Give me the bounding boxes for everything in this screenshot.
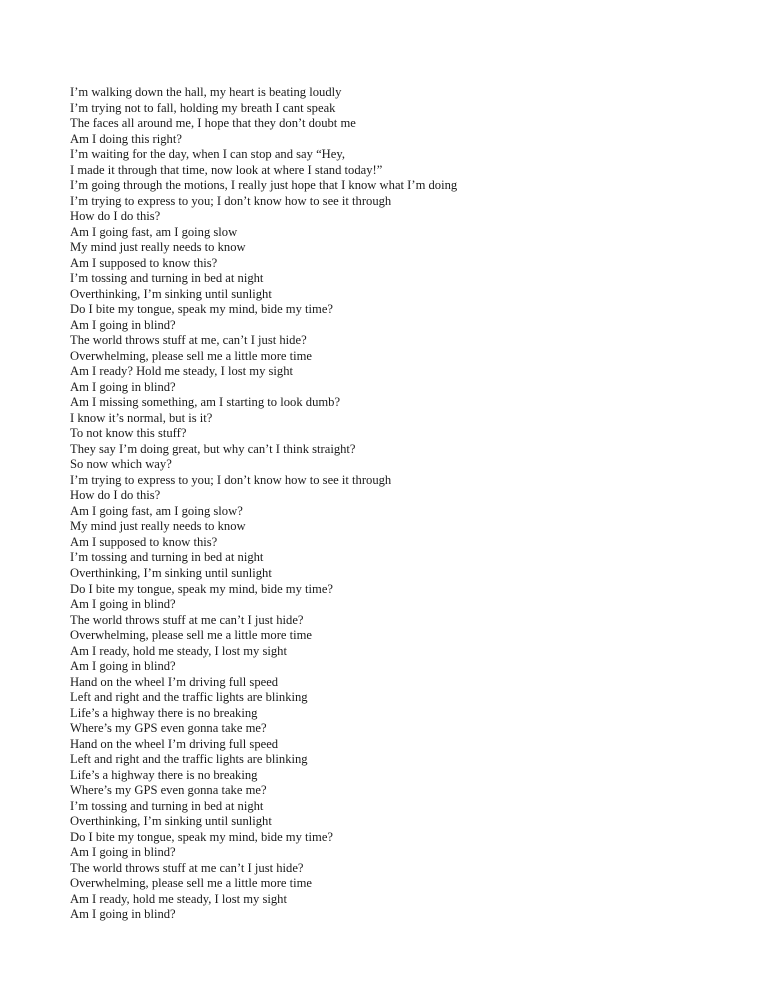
lyric-line: Where’s my GPS even gonna take me? — [70, 783, 267, 798]
lyric-line: Am I ready? Hold me steady, I lost my sight — [70, 364, 294, 379]
lyric-line: Am I going in blind? — [70, 379, 176, 394]
lyric-line: Do I bite my tongue, speak my mind, bide my time? — [70, 829, 334, 844]
lyric-line: Am I supposed to know this? — [70, 255, 218, 270]
lyric-line: Left and right and the traffic lights are blinking — [70, 752, 308, 767]
lyric-line: Am I ready, hold me steady, I lost my sight — [70, 643, 287, 658]
lyric-line: Am I going in blind? — [70, 597, 176, 612]
lyric-line: The world throws stuff at me can’t I just hide? — [70, 860, 304, 875]
lyric-line: The world throws stuff at me, can’t I just hide? — [70, 333, 307, 348]
lyric-line: Am I supposed to know this? — [70, 534, 218, 549]
lyric-line: How do I do this? — [70, 488, 161, 503]
lyric-line: Life’s a highway there is no breaking — [70, 705, 258, 720]
lyric-line: To not know this stuff? — [70, 426, 187, 441]
lyric-line: I’m tossing and turning in bed at night — [70, 550, 264, 565]
lyric-line: Hand on the wheel I’m driving full speed — [70, 736, 279, 751]
lyric-line: Hand on the wheel I’m driving full speed — [70, 674, 279, 689]
lyric-line: Am I doing this right? — [70, 131, 182, 146]
lyric-line: Do I bite my tongue, speak my mind, bide my time? — [70, 581, 334, 596]
lyric-line: Am I going in blind? — [70, 317, 176, 332]
lyric-line: Overwhelming, please sell me a little more time — [70, 876, 313, 891]
lyric-line: Life’s a highway there is no breaking — [70, 767, 258, 782]
lyric-line: Do I bite my tongue, speak my mind, bide my time? — [70, 302, 334, 317]
lyric-line: I’m trying to express to you; I don’t know how to see it through — [70, 472, 392, 487]
lyric-line: The faces all around me, I hope that they don’t doubt me — [70, 116, 356, 131]
lyric-line: So now which way? — [70, 457, 172, 472]
lyric-line: They say I’m doing great, but why can’t I think straight? — [70, 441, 356, 456]
lyric-line: Am I ready, hold me steady, I lost my sight — [70, 891, 287, 906]
lyric-line: Overthinking, I’m sinking until sunlight — [70, 286, 272, 301]
lyric-line: Overwhelming, please sell me a little more time — [70, 628, 313, 643]
lyric-line: Overthinking, I’m sinking until sunlight — [70, 814, 272, 829]
lyric-line: Am I going in blind? — [70, 907, 176, 922]
lyric-line: I’m going through the motions, I really just hope that I know what I’m doing — [70, 178, 458, 193]
lyric-line: The world throws stuff at me can’t I just hide? — [70, 612, 304, 627]
lyric-line: I made it through that time, now look at where I stand today!” — [70, 162, 383, 177]
lyric-line: My mind just really needs to know — [70, 240, 246, 255]
lyric-line: How do I do this? — [70, 209, 161, 224]
lyric-line: I’m tossing and turning in bed at night — [70, 798, 264, 813]
lyric-line: Overwhelming, please sell me a little more time — [70, 348, 313, 363]
lyric-line: I’m tossing and turning in bed at night — [70, 271, 264, 286]
lyric-line: Left and right and the traffic lights are blinking — [70, 690, 308, 705]
lyric-line: I’m waiting for the day, when I can stop and say “Hey, — [70, 147, 345, 162]
lyric-line: Am I missing something, am I starting to look dumb? — [70, 395, 341, 410]
lyric-line: Overthinking, I’m sinking until sunlight — [70, 565, 272, 580]
lyric-line: I’m walking down the hall, my heart is beating loudly — [70, 85, 342, 99]
lyric-line: Where’s my GPS even gonna take me? — [70, 721, 267, 736]
lyric-line: Am I going fast, am I going slow? — [70, 503, 243, 518]
lyric-line: I’m trying to express to you; I don’t know how to see it through — [70, 193, 392, 208]
lyric-line: My mind just really needs to know — [70, 519, 246, 534]
lyric-line: Am I going in blind? — [70, 845, 176, 860]
lyric-line: Am I going fast, am I going slow — [70, 224, 238, 239]
lyric-line: I know it’s normal, but is it? — [70, 410, 213, 425]
lyrics-text-block — [70, 85, 750, 923]
lyric-line: I’m trying not to fall, holding my breath I cant speak — [70, 100, 336, 115]
lyric-line: Am I going in blind? — [70, 659, 176, 674]
